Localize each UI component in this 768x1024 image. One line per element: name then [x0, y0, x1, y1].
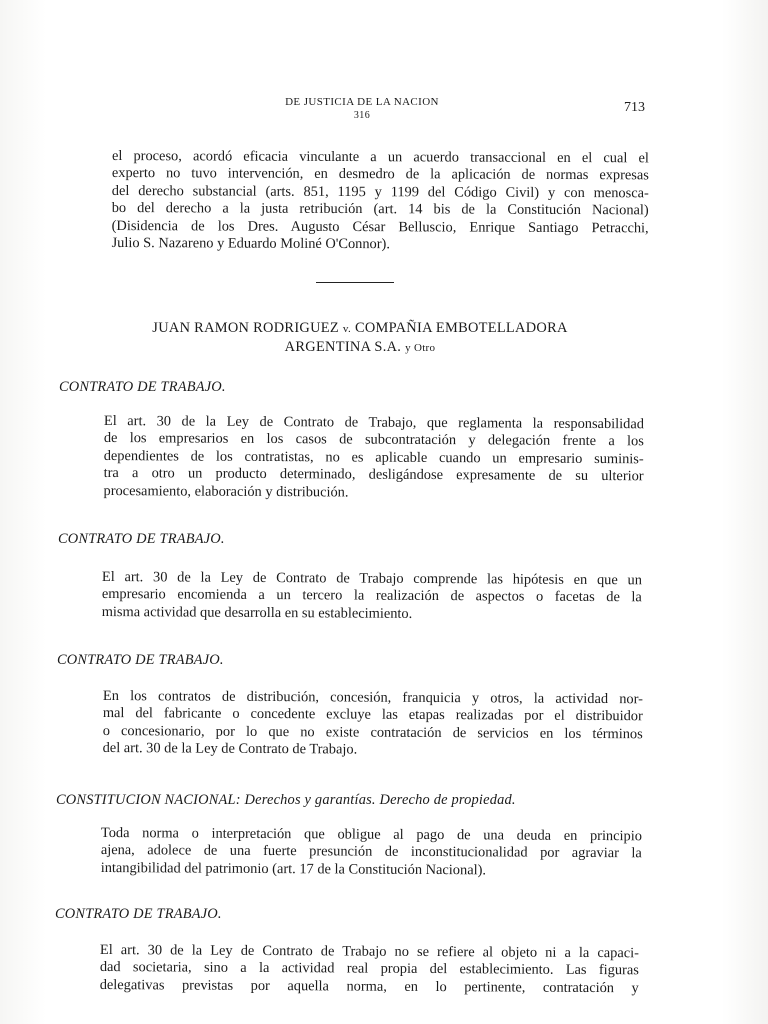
summary-line: dependientes de los contratistas, no es aplicable cuando un empresario suminis-	[103, 447, 644, 468]
running-header	[272, 96, 452, 122]
intro-line: (Disidencia de los Dres. Augusto César Belluscio, Enrique Santiago Petracchi,	[111, 217, 649, 236]
section-heading: CONTRATO DE TRABAJO.	[59, 379, 226, 395]
summary-line: delegativas previstas por aquella norma, en lo pertinente, contratación y	[99, 976, 639, 997]
summary-line: intangibilidad del patrimonio (art. 17 de la Constitución Nacional).	[100, 859, 487, 879]
co-defendant-label: y Otro	[405, 342, 436, 354]
defendant-name-cont: ARGENTINA S.A.	[284, 339, 402, 355]
summary-line: El art. 30 de la Ley de Contrato de Trabajo no se refiere al objeto ni a la capaci-	[99, 942, 639, 962]
versus-label: v.	[342, 323, 352, 335]
running-title: DE JUSTICIA DE LA NACION	[285, 96, 439, 108]
summary-line: mal del fabricante o concedente excluye las etapas realizadas por el distribuidor	[102, 705, 643, 725]
summary-line: En los contratos de distribución, concesión, franquicia y otros, la actividad nor-	[102, 688, 643, 708]
summary-line: tra a otro un producto determinado, desligándose expresamente de su ulterior	[103, 465, 644, 485]
summary-line: de los empresarios en los casos de subcontratación y delegación frente a los	[103, 430, 644, 450]
heading-main: CONSTITUCION NACIONAL:	[56, 792, 241, 808]
case-title-line-2	[110, 338, 610, 357]
page-number: 713	[624, 100, 645, 115]
intro-line: del derecho substancial (arts. 851, 1195 y 1199 del Código Civil) y con menosca-	[111, 182, 649, 202]
intro-paragraph	[112, 148, 649, 255]
summary-line: procesamiento, elaboración y distribución.	[103, 482, 349, 501]
section-summary	[102, 569, 642, 625]
section-heading: CONTRATO DE TRABAJO.	[57, 652, 224, 668]
summary-line: o concesionario, por lo que no existe contratación de servicios en los términos	[102, 722, 643, 743]
plaintiff-name: JUAN RAMON RODRIGUEZ	[152, 320, 339, 336]
section-divider	[316, 282, 394, 283]
section-heading: CONTRATO DE TRABAJO.	[55, 906, 222, 922]
section-summary	[100, 942, 639, 998]
section-heading: CONTRATO DE TRABAJO.	[58, 531, 225, 547]
summary-line: empresario encomienda a un tercero la realización de aspectos o facetas de la	[101, 586, 642, 606]
section-summary	[103, 688, 643, 761]
section-summary	[101, 825, 642, 881]
intro-line: experto no tuvo intervención, en desmedro de la aplicación de normas expresas	[111, 165, 649, 184]
summary-line: Toda norma o interpretación que obligue al pago de una deuda en principio	[100, 825, 642, 845]
summary-line: misma actividad que desarrolla en su establecimiento.	[101, 603, 413, 622]
intro-line: Julio S. Nazareno y Eduardo Moliné O'Connor).	[111, 235, 390, 253]
summary-line: El art. 30 de la Ley de Contrato de Trabajo, que reglamenta la responsabilidad	[103, 413, 644, 433]
volume-number: 316	[353, 110, 371, 121]
intro-line: bo del derecho a la justa retribución (art. 14 bis de la Constitución Nacional)	[111, 200, 649, 219]
summary-line: del art. 30 de la Ley de Contrato de Trabajo.	[102, 740, 358, 758]
summary-line: dad societaria, sino a la actividad real propia del establecimiento. Las figuras	[99, 959, 639, 979]
defendant-name: COMPAÑIA EMBOTELLADORA	[354, 320, 568, 336]
summary-line: ajena, adolece de una fuerte presunción de inconstitucionalidad por agraviar la	[100, 842, 642, 862]
intro-line: el proceso, acordó eficacia vinculante a un acuerdo transaccional en el cual el	[111, 148, 649, 167]
section-heading	[56, 792, 516, 809]
case-title	[110, 319, 610, 357]
section-summary	[103, 413, 644, 503]
heading-subtopics: Derechos y garantías. Derecho de propiedad.	[244, 792, 516, 808]
case-title-line-1	[110, 319, 610, 338]
summary-line: El art. 30 de la Ley de Contrato de Trabajo comprende las hipótesis en que un	[101, 569, 642, 589]
